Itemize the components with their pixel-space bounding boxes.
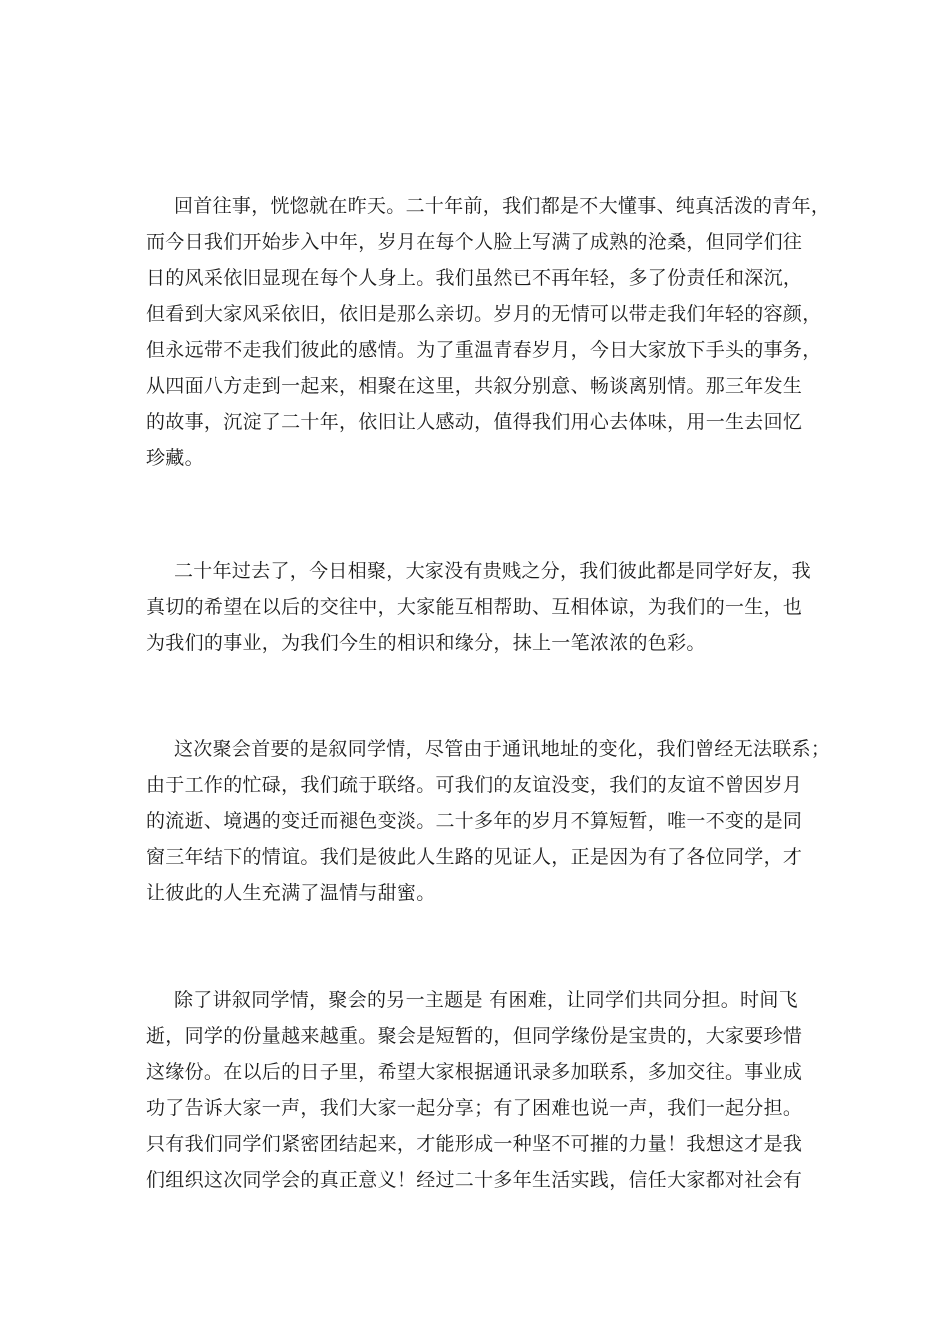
paragraph-1-line-6: 从四面八方走到一起来，相聚在这里，共叙分别意、畅谈离别情。那三年发生 [146, 375, 803, 397]
paragraph-4-line-3: 这缘份。在以后的日子里，希望大家根据通讯录多加联系，多加交往。事业成 [146, 1061, 803, 1083]
paragraph-4-line-4: 功了告诉大家一声，我们大家一起分享；有了困难也说一声，我们一起分担。 [146, 1097, 803, 1119]
paragraph-3-line-1: 这次聚会首要的是叙同学情，尽管由于通讯地址的变化，我们曾经无法联系； [174, 738, 831, 760]
paragraph-1-line-3: 日的风采依旧显现在每个人身上。我们虽然已不再年轻，多了份责任和深沉， [146, 267, 803, 289]
paragraph-1-line-5: 但永远带不走我们彼此的感情。为了重温青春岁月，今日大家放下手头的事务， [146, 339, 822, 361]
paragraph-3-line-5: 让彼此的人生充满了温情与甜蜜。 [146, 882, 436, 904]
paragraph-4-line-5: 只有我们同学们紧密团结起来，才能形成一种坚不可摧的力量！我想这才是我 [146, 1133, 803, 1155]
paragraph-4-line-6: 们组织这次同学会的真正意义！经过二十多年生活实践，信任大家都对社会有 [146, 1169, 803, 1191]
paragraph-2-line-2: 真切的希望在以后的交往中，大家能互相帮助、互相体谅，为我们的一生，也 [146, 596, 803, 618]
paragraph-2-line-3: 为我们的事业，为我们今生的相识和缘分，抹上一笔浓浓的色彩。 [146, 632, 706, 654]
paragraph-1-line-2: 而今日我们开始步入中年，岁月在每个人脸上写满了成熟的沧桑，但同学们往 [146, 231, 803, 253]
paragraph-4-line-1: 除了讲叙同学情，聚会的另一主题是 有困难，让同学们共同分担。时间飞 [174, 989, 798, 1011]
paragraph-3-line-2: 由于工作的忙碌，我们疏于联络。可我们的友谊没变，我们的友谊不曾因岁月 [146, 774, 803, 796]
paragraph-1-line-1: 回首往事，恍惚就在昨天。二十年前，我们都是不大懂事、纯真活泼的青年， [174, 195, 831, 217]
paragraph-1-line-8: 珍藏。 [146, 447, 204, 469]
paragraph-3-line-4: 窗三年结下的情谊。我们是彼此人生路的见证人，正是因为有了各位同学，才 [146, 846, 803, 868]
paragraph-1-line-4: 但看到大家风采依旧，依旧是那么亲切。岁月的无情可以带走我们年轻的容颜， [146, 303, 822, 325]
paragraph-3-line-3: 的流逝、境遇的变迁而褪色变淡。二十多年的岁月不算短暂，唯一不变的是同 [146, 810, 803, 832]
paragraph-1-line-7: 的故事，沉淀了二十年，依旧让人感动，值得我们用心去体味，用一生去回忆 [146, 411, 803, 433]
paragraph-4-line-2: 逝，同学的份量越来越重。聚会是短暂的，但同学缘份是宝贵的，大家要珍惜 [146, 1025, 803, 1047]
paragraph-2-line-1: 二十年过去了，今日相聚，大家没有贵贱之分，我们彼此都是同学好友，我 [174, 560, 811, 582]
